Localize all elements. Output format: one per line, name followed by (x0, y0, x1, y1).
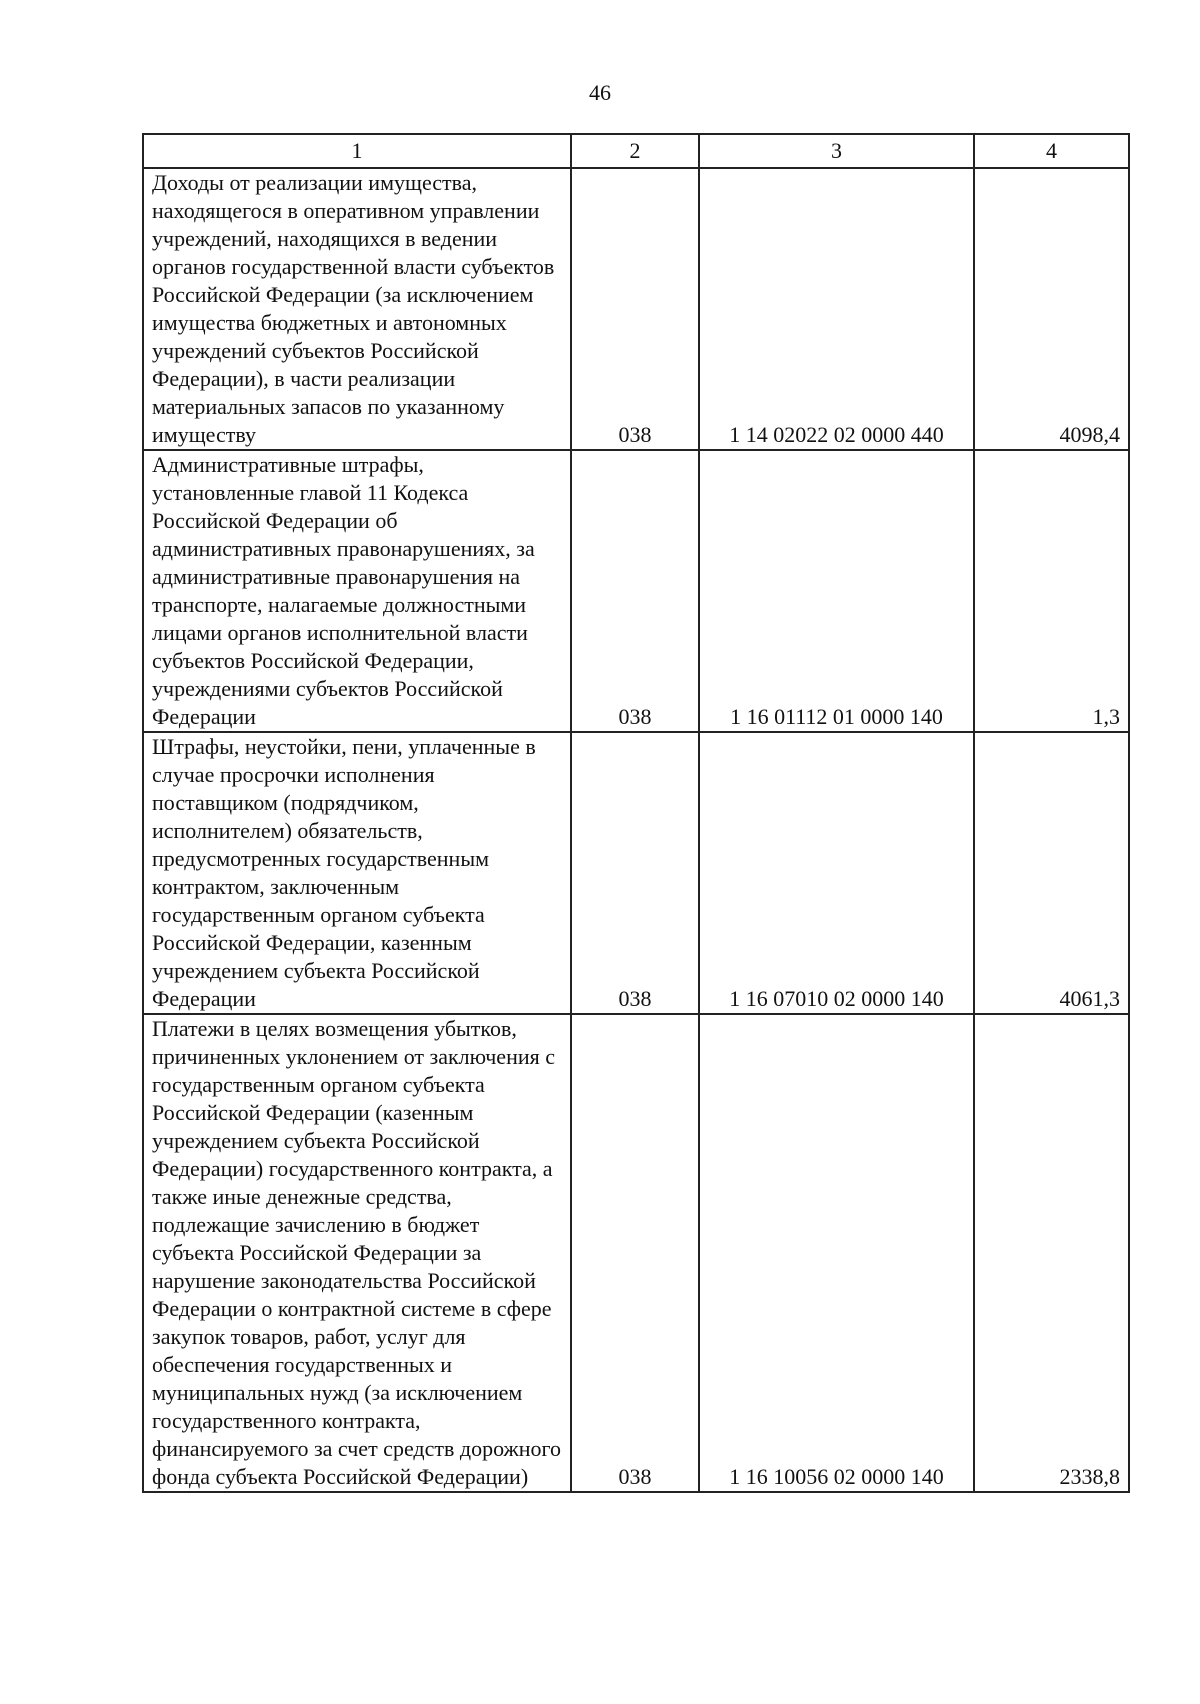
row-amount: 4061,3 (974, 732, 1129, 1014)
column-header-2: 2 (571, 134, 699, 168)
row-admin-code: 038 (571, 1014, 699, 1492)
row-kbk-code: 1 16 07010 02 0000 140 (699, 732, 974, 1014)
row-admin-code: 038 (571, 168, 699, 450)
table-row (143, 1014, 1129, 1492)
row-description: Платежи в целях возмещения убытков, причиненных уклонением от заключения с государственным органом субъекта Российской Федерации (казенным учреждением субъекта Российской Федерации) государственного контракта, а также иные денежные средства, подлежащие зачислению в бюджет субъекта Российской Федерации за нарушение законодательства Российской Федерации о контрактной системе в сфере закупок товаров, работ, услуг для обеспечения государственных и муниципальных нужд (за исключением государственного контракта, финансируемого за счет средств дорожного фонда субъекта Российской Федерации) (143, 1014, 571, 1492)
row-kbk-code: 1 14 02022 02 0000 440 (699, 168, 974, 450)
row-admin-code: 038 (571, 732, 699, 1014)
row-amount: 2338,8 (974, 1014, 1129, 1492)
table-row (143, 450, 1129, 732)
page-number: 46 (589, 80, 611, 105)
row-kbk-code: 1 16 10056 02 0000 140 (699, 1014, 974, 1492)
row-description: Административные штрафы, установленные главой 11 Кодекса Российской Федерации об административных правонарушениях, за административные правонарушения на транспорте, налагаемые должностными лицами органов исполнительной власти субъектов Российской Федерации, учреждениями субъектов Российской Федерации (143, 450, 571, 732)
row-description: Доходы от реализации имущества, находящегося в оперативном управлении учреждений, находящихся в ведении органов государственной власти субъектов Российской Федерации (за исключением имущества бюджетных и автономных учреждений субъектов Российской Федерации), в части реализации материальных запасов по указанному имуществу (143, 168, 571, 450)
row-amount: 1,3 (974, 450, 1129, 732)
row-description: Штрафы, неустойки, пени, уплаченные в случае просрочки исполнения поставщиком (подрядчиком, исполнителем) обязательств, предусмотренных государственным контрактом, заключенным государственным органом субъекта Российской Федерации, казенным учреждением субъекта Российской Федерации (143, 732, 571, 1014)
table-row (143, 732, 1129, 1014)
table-header (143, 134, 1129, 168)
row-amount: 4098,4 (974, 168, 1129, 450)
table-row (143, 168, 1129, 450)
revenue-table (142, 133, 1130, 1493)
column-header-3: 3 (699, 134, 974, 168)
row-admin-code: 038 (571, 450, 699, 732)
column-header-1: 1 (143, 134, 571, 168)
header-row (143, 134, 1129, 168)
column-header-4: 4 (974, 134, 1129, 168)
row-kbk-code: 1 16 01112 01 0000 140 (699, 450, 974, 732)
table-body (143, 168, 1129, 1492)
